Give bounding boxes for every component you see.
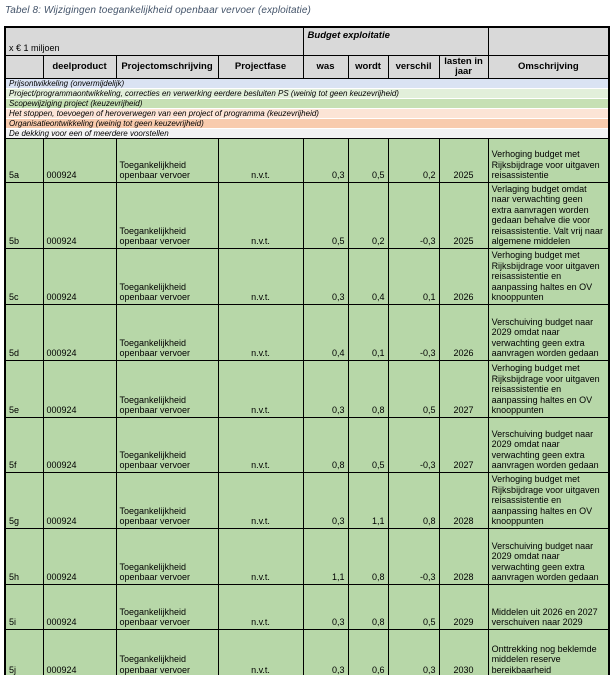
cell-lasten-in-jaar: 2027 <box>439 417 488 472</box>
legend-label: Prijsontwikkeling (onvermijdelijk) <box>5 78 609 88</box>
cell-projectomschrijving: Toegankelijkheid openbaar vervoer <box>116 182 218 248</box>
cell-row-id: 5j <box>5 629 43 675</box>
cell-lasten-in-jaar: 2025 <box>439 138 488 182</box>
cell-row-id: 5a <box>5 138 43 182</box>
cell-projectfase: n.v.t. <box>218 417 303 472</box>
cell-row-id: 5f <box>5 417 43 472</box>
cell-wordt: 0,6 <box>348 629 388 675</box>
cell-lasten-in-jaar: 2028 <box>439 528 488 584</box>
cell-wordt: 1,1 <box>348 472 388 528</box>
cell-deelproduct: 000924 <box>43 472 116 528</box>
legend-row <box>5 88 609 98</box>
cell-lasten-in-jaar: 2027 <box>439 360 488 417</box>
column-header-wordt: wordt <box>348 55 388 78</box>
legend-label: Organisatieontwikkeling (weinig tot geen keuzevrijheid) <box>5 118 609 128</box>
cell-projectfase: n.v.t. <box>218 584 303 629</box>
table-column-header-row <box>5 55 609 78</box>
cell-lasten-in-jaar: 2029 <box>439 584 488 629</box>
cell-lasten-in-jaar: 2025 <box>439 182 488 248</box>
cell-verschil: 0,5 <box>388 360 439 417</box>
legend-row <box>5 108 609 118</box>
cell-wordt: 0,2 <box>348 182 388 248</box>
table-caption: Tabel 8: Wijzigingen toegankelijkheid openbaar vervoer (exploitatie) <box>5 5 311 16</box>
table-row <box>5 528 609 584</box>
cell-deelproduct: 000924 <box>43 417 116 472</box>
cell-deelproduct: 000924 <box>43 584 116 629</box>
cell-row-id: 5i <box>5 584 43 629</box>
cell-omschrijving: Verhoging budget met Rijksbijdrage voor uitgaven reisassistentie en aanpassing haltes en OV knooppunten <box>488 248 609 304</box>
cell-verschil: 0,5 <box>388 584 439 629</box>
cell-projectomschrijving: Toegankelijkheid openbaar vervoer <box>116 304 218 360</box>
cell-wordt: 0,4 <box>348 248 388 304</box>
cell-deelproduct: 000924 <box>43 304 116 360</box>
table-row <box>5 248 609 304</box>
cell-omschrijving: Verschuiving budget naar 2029 omdat naar verwachting geen extra aanvragen worden gedaan <box>488 304 609 360</box>
table-row <box>5 584 609 629</box>
legend-row <box>5 118 609 128</box>
column-header-verschil: verschil <box>388 55 439 78</box>
column-header-was: was <box>303 55 348 78</box>
cell-was: 0,3 <box>303 584 348 629</box>
cell-row-id: 5e <box>5 360 43 417</box>
legend-label: Scopewijziging project (keuzevrijheid) <box>5 98 609 108</box>
cell-omschrijving: Verhoging budget met Rijksbijdrage voor uitgaven reisassistentie en aanpassing haltes en OV knooppunten <box>488 472 609 528</box>
cell-projectfase: n.v.t. <box>218 528 303 584</box>
cell-deelproduct: 000924 <box>43 528 116 584</box>
cell-projectomschrijving: Toegankelijkheid openbaar vervoer <box>116 472 218 528</box>
cell-deelproduct: 000924 <box>43 138 116 182</box>
cell-projectfase: n.v.t. <box>218 472 303 528</box>
cell-projectomschrijving: Toegankelijkheid openbaar vervoer <box>116 528 218 584</box>
cell-projectomschrijving: Toegankelijkheid openbaar vervoer <box>116 417 218 472</box>
column-header-row-id <box>5 55 43 78</box>
cell-projectomschrijving: Toegankelijkheid openbaar vervoer <box>116 138 218 182</box>
cell-omschrijving: Verschuiving budget naar 2029 omdat naar verwachting geen extra aanvragen worden gedaan <box>488 417 609 472</box>
legend-label: Project/programmaontwikkeling, correcties en verwerking eerdere besluiten PS (weinig tot geen keuzevrijheid) <box>5 88 609 98</box>
table-row <box>5 360 609 417</box>
legend-row <box>5 78 609 88</box>
legend-row <box>5 128 609 138</box>
cell-was: 0,3 <box>303 248 348 304</box>
cell-lasten-in-jaar: 2030 <box>439 629 488 675</box>
cell-omschrijving: Verschuiving budget naar 2029 omdat naar verwachting geen extra aanvragen worden gedaan <box>488 528 609 584</box>
cell-deelproduct: 000924 <box>43 182 116 248</box>
cell-wordt: 0,8 <box>348 584 388 629</box>
cell-was: 0,3 <box>303 138 348 182</box>
cell-row-id: 5g <box>5 472 43 528</box>
table-row <box>5 417 609 472</box>
cell-was: 0,3 <box>303 472 348 528</box>
cell-verschil: 0,8 <box>388 472 439 528</box>
cell-verschil: -0,3 <box>388 528 439 584</box>
cell-was: 0,8 <box>303 417 348 472</box>
cell-projectfase: n.v.t. <box>218 360 303 417</box>
cell-lasten-in-jaar: 2026 <box>439 304 488 360</box>
cell-projectfase: n.v.t. <box>218 182 303 248</box>
cell-row-id: 5b <box>5 182 43 248</box>
cell-wordt: 0,5 <box>348 138 388 182</box>
cell-projectomschrijving: Toegankelijkheid openbaar vervoer <box>116 360 218 417</box>
budget-table <box>4 26 610 675</box>
cell-lasten-in-jaar: 2026 <box>439 248 488 304</box>
cell-deelproduct: 000924 <box>43 248 116 304</box>
cell-projectomschrijving: Toegankelijkheid openbaar vervoer <box>116 629 218 675</box>
table-row <box>5 182 609 248</box>
cell-was: 0,3 <box>303 629 348 675</box>
cell-row-id: 5d <box>5 304 43 360</box>
cell-omschrijving: Verhoging budget met Rijksbijdrage voor uitgaven reisassistentie en aanpassing haltes en OV knooppunten <box>488 360 609 417</box>
header-spacer-cell <box>488 27 609 55</box>
cell-wordt: 0,5 <box>348 417 388 472</box>
cell-lasten-in-jaar: 2028 <box>439 472 488 528</box>
cell-verschil: 0,2 <box>388 138 439 182</box>
cell-projectomschrijving: Toegankelijkheid openbaar vervoer <box>116 248 218 304</box>
unit-label-cell: x € 1 miljoen <box>5 27 303 55</box>
legend-row <box>5 98 609 108</box>
cell-verschil: 0,1 <box>388 248 439 304</box>
cell-row-id: 5h <box>5 528 43 584</box>
column-header-omschrijving: Omschrijving <box>488 55 609 78</box>
cell-deelproduct: 000924 <box>43 629 116 675</box>
cell-verschil: -0,3 <box>388 182 439 248</box>
cell-projectomschrijving: Toegankelijkheid openbaar vervoer <box>116 584 218 629</box>
legend-label: Het stoppen, toevoegen of heroverwegen van een project of programma (keuzevrijheid) <box>5 108 609 118</box>
cell-projectfase: n.v.t. <box>218 138 303 182</box>
cell-projectfase: n.v.t. <box>218 304 303 360</box>
cell-verschil: -0,3 <box>388 417 439 472</box>
table-row <box>5 472 609 528</box>
cell-row-id: 5c <box>5 248 43 304</box>
column-header-lasten-in-jaar: lasten in jaar <box>439 55 488 78</box>
cell-verschil: -0,3 <box>388 304 439 360</box>
table-row <box>5 304 609 360</box>
column-header-projectomschrijving: Projectomschrijving <box>116 55 218 78</box>
legend-label: De dekking voor een of meerdere voorstellen <box>5 128 609 138</box>
cell-deelproduct: 000924 <box>43 360 116 417</box>
cell-wordt: 0,8 <box>348 528 388 584</box>
cell-wordt: 0,1 <box>348 304 388 360</box>
table-row <box>5 138 609 182</box>
column-header-deelproduct: deelproduct <box>43 55 116 78</box>
cell-verschil: 0,3 <box>388 629 439 675</box>
cell-omschrijving: Middelen uit 2026 en 2027 verschuiven naar 2029 <box>488 584 609 629</box>
cell-omschrijving: Verlaging budget omdat naar verwachting geen extra aanvragen worden gedaan behalve die voor reisassistentie. Valt vrij naar algemene middelen <box>488 182 609 248</box>
table-group-header-row <box>5 27 609 55</box>
table-row <box>5 629 609 675</box>
cell-was: 1,1 <box>303 528 348 584</box>
column-header-projectfase: Projectfase <box>218 55 303 78</box>
cell-projectfase: n.v.t. <box>218 248 303 304</box>
cell-omschrijving: Verhoging budget met Rijksbijdrage voor uitgaven reisassistentie <box>488 138 609 182</box>
cell-was: 0,3 <box>303 360 348 417</box>
cell-projectfase: n.v.t. <box>218 629 303 675</box>
cell-was: 0,4 <box>303 304 348 360</box>
cell-wordt: 0,8 <box>348 360 388 417</box>
cell-was: 0,5 <box>303 182 348 248</box>
budget-group-header-cell: Budget exploitatie <box>303 27 488 55</box>
cell-omschrijving: Onttrekking nog beklemde middelen reserve bereikbaarheid <box>488 629 609 675</box>
